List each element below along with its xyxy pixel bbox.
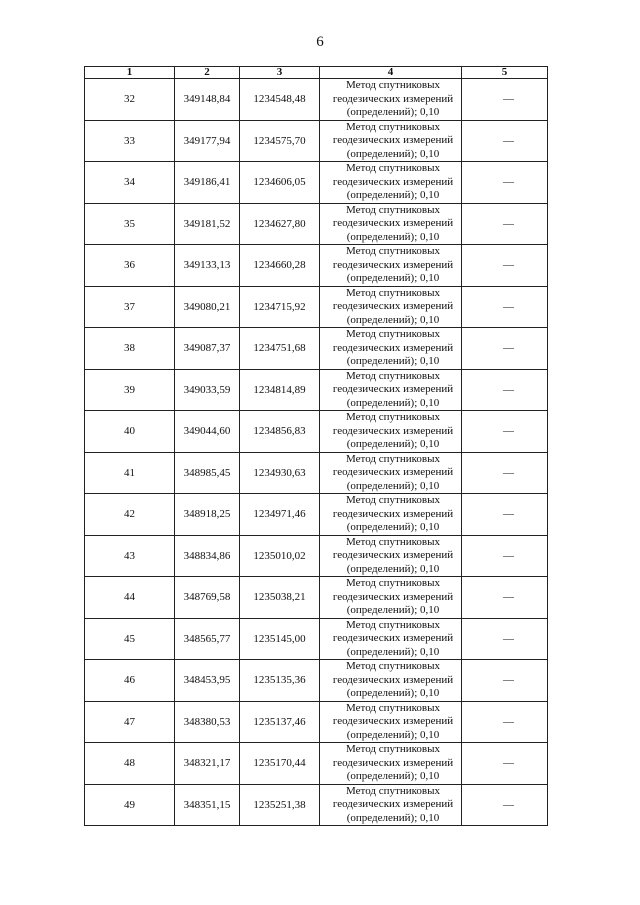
- column-5-cell: —: [462, 120, 548, 162]
- point-number-cell: 47: [85, 701, 175, 743]
- table-row: [85, 535, 548, 577]
- point-number-cell: 44: [85, 577, 175, 619]
- method-line-3: (определений); 0,10: [346, 604, 440, 616]
- table-row: [85, 411, 548, 453]
- table-row: [85, 452, 548, 494]
- column-5-cell: —: [462, 784, 548, 826]
- column-5-cell: —: [462, 701, 548, 743]
- method-line-2: геодезических измерений: [332, 134, 454, 146]
- method-line-1: Метод спутниковых: [346, 328, 440, 340]
- method-line-3: (определений); 0,10: [346, 770, 440, 782]
- header-col-2: 2: [175, 67, 240, 79]
- method-line-3: (определений); 0,10: [346, 687, 440, 699]
- point-number-cell: 41: [85, 452, 175, 494]
- method-line-1: Метод спутниковых: [346, 245, 440, 257]
- table-row: [85, 328, 548, 370]
- x-coordinate-cell: 348565,77: [175, 618, 240, 660]
- point-number-cell: 36: [85, 245, 175, 287]
- table-row: [85, 660, 548, 702]
- method-line-2: геодезических измерений: [332, 383, 454, 395]
- x-coordinate-cell: 349177,94: [175, 120, 240, 162]
- method-line-2: геодезических измерений: [332, 258, 454, 271]
- x-coordinate-cell: 348985,45: [175, 452, 240, 494]
- y-coordinate-cell: 1235137,46: [240, 701, 320, 743]
- table-row: [85, 701, 548, 743]
- method-cell: [320, 286, 462, 328]
- method-line-1: Метод спутниковых: [346, 411, 440, 423]
- x-coordinate-cell: 348918,25: [175, 494, 240, 536]
- method-line-3: (определений); 0,10: [346, 313, 440, 326]
- method-line-1: Метод спутниковых: [346, 286, 440, 299]
- method-line-3: (определений); 0,10: [346, 521, 440, 533]
- method-line-2: геодезических измерений: [332, 756, 454, 769]
- method-cell: [320, 245, 462, 287]
- table-row: [85, 203, 548, 245]
- y-coordinate-cell: 1235145,00: [240, 618, 320, 660]
- column-5-cell: —: [462, 328, 548, 370]
- column-5-cell: —: [462, 660, 548, 702]
- y-coordinate-cell: 1234751,68: [240, 328, 320, 370]
- method-line-2: геодезических измерений: [332, 341, 454, 354]
- method-cell: [320, 162, 462, 204]
- method-line-3: (определений); 0,10: [346, 438, 440, 450]
- method-line-2: геодезических измерений: [332, 507, 454, 520]
- method-line-2: геодезических измерений: [332, 673, 454, 686]
- table-row: [85, 120, 548, 162]
- method-line-3: (определений); 0,10: [346, 106, 440, 118]
- table-row: [85, 577, 548, 619]
- column-5-cell: —: [462, 203, 548, 245]
- x-coordinate-cell: 349148,84: [175, 79, 240, 121]
- method-line-2: геодезических измерений: [332, 217, 454, 229]
- point-number-cell: 32: [85, 79, 175, 121]
- method-line-3: (определений); 0,10: [346, 355, 440, 367]
- y-coordinate-cell: 1235010,02: [240, 535, 320, 577]
- method-cell: [320, 328, 462, 370]
- point-number-cell: 49: [85, 784, 175, 826]
- table-header-row: [85, 67, 548, 79]
- x-coordinate-cell: 348321,17: [175, 743, 240, 785]
- method-line-3: (определений); 0,10: [346, 396, 440, 409]
- method-line-2: геодезических измерений: [332, 549, 454, 561]
- y-coordinate-cell: 1234627,80: [240, 203, 320, 245]
- point-number-cell: 45: [85, 618, 175, 660]
- method-line-3: (определений); 0,10: [346, 189, 440, 201]
- x-coordinate-cell: 348769,58: [175, 577, 240, 619]
- x-coordinate-cell: 349033,59: [175, 369, 240, 411]
- method-cell: [320, 660, 462, 702]
- table-row: [85, 494, 548, 536]
- method-line-1: Метод спутниковых: [346, 577, 440, 589]
- method-line-3: (определений); 0,10: [346, 728, 440, 741]
- column-5-cell: —: [462, 452, 548, 494]
- method-line-1: Метод спутниковых: [346, 535, 440, 548]
- coordinates-table: [84, 66, 548, 826]
- table-row: [85, 286, 548, 328]
- y-coordinate-cell: 1235135,36: [240, 660, 320, 702]
- y-coordinate-cell: 1234548,48: [240, 79, 320, 121]
- method-line-1: Метод спутниковых: [346, 618, 440, 631]
- column-5-cell: —: [462, 494, 548, 536]
- method-cell: [320, 701, 462, 743]
- y-coordinate-cell: 1234856,83: [240, 411, 320, 453]
- method-line-1: Метод спутниковых: [346, 162, 440, 174]
- method-cell: [320, 618, 462, 660]
- x-coordinate-cell: 349181,52: [175, 203, 240, 245]
- point-number-cell: 42: [85, 494, 175, 536]
- y-coordinate-cell: 1234575,70: [240, 120, 320, 162]
- point-number-cell: 33: [85, 120, 175, 162]
- column-5-cell: —: [462, 618, 548, 660]
- method-line-1: Метод спутниковых: [346, 701, 440, 714]
- column-5-cell: —: [462, 577, 548, 619]
- method-cell: [320, 411, 462, 453]
- page-number: 6: [316, 34, 324, 50]
- column-5-cell: —: [462, 411, 548, 453]
- method-line-3: (определений); 0,10: [346, 147, 440, 160]
- x-coordinate-cell: 348453,95: [175, 660, 240, 702]
- table-row: [85, 369, 548, 411]
- table-row: [85, 79, 548, 121]
- column-5-cell: —: [462, 245, 548, 287]
- y-coordinate-cell: 1234715,92: [240, 286, 320, 328]
- header-col-1: 1: [85, 67, 175, 79]
- method-line-1: Метод спутниковых: [346, 120, 440, 133]
- y-coordinate-cell: 1235038,21: [240, 577, 320, 619]
- table-row: [85, 245, 548, 287]
- method-cell: [320, 535, 462, 577]
- header-col-4: 4: [320, 67, 462, 79]
- method-line-1: Метод спутниковых: [346, 660, 440, 672]
- y-coordinate-cell: 1234930,63: [240, 452, 320, 494]
- method-line-3: (определений); 0,10: [346, 645, 440, 658]
- y-coordinate-cell: 1234660,28: [240, 245, 320, 287]
- x-coordinate-cell: 348380,53: [175, 701, 240, 743]
- y-coordinate-cell: 1234814,89: [240, 369, 320, 411]
- method-line-2: геодезических измерений: [332, 300, 454, 312]
- method-cell: [320, 79, 462, 121]
- column-5-cell: —: [462, 286, 548, 328]
- table-row: [85, 784, 548, 826]
- method-cell: [320, 120, 462, 162]
- method-line-2: геодезических измерений: [332, 715, 454, 727]
- y-coordinate-cell: 1235251,38: [240, 784, 320, 826]
- method-line-2: геодезических измерений: [332, 175, 454, 188]
- x-coordinate-cell: 349080,21: [175, 286, 240, 328]
- method-line-1: Метод спутниковых: [346, 743, 440, 755]
- column-5-cell: —: [462, 79, 548, 121]
- point-number-cell: 43: [85, 535, 175, 577]
- column-5-cell: —: [462, 162, 548, 204]
- point-number-cell: 34: [85, 162, 175, 204]
- column-5-cell: —: [462, 369, 548, 411]
- method-line-3: (определений); 0,10: [346, 230, 440, 243]
- method-line-1: Метод спутниковых: [346, 79, 440, 91]
- x-coordinate-cell: 349087,37: [175, 328, 240, 370]
- point-number-cell: 38: [85, 328, 175, 370]
- method-line-3: (определений); 0,10: [346, 479, 440, 492]
- method-line-2: геодезических измерений: [332, 466, 454, 478]
- method-line-1: Метод спутниковых: [346, 452, 440, 465]
- method-line-2: геодезических измерений: [332, 798, 454, 810]
- method-line-2: геодезических измерений: [332, 590, 454, 603]
- x-coordinate-cell: 349133,13: [175, 245, 240, 287]
- method-cell: [320, 452, 462, 494]
- method-line-1: Метод спутниковых: [346, 369, 440, 382]
- method-cell: [320, 577, 462, 619]
- header-col-3: 3: [240, 67, 320, 79]
- method-cell: [320, 203, 462, 245]
- x-coordinate-cell: 348834,86: [175, 535, 240, 577]
- x-coordinate-cell: 348351,15: [175, 784, 240, 826]
- method-line-3: (определений); 0,10: [346, 272, 440, 284]
- method-cell: [320, 369, 462, 411]
- point-number-cell: 48: [85, 743, 175, 785]
- point-number-cell: 35: [85, 203, 175, 245]
- method-line-1: Метод спутниковых: [346, 784, 440, 797]
- header-col-5: 5: [462, 67, 548, 79]
- method-line-3: (определений); 0,10: [346, 811, 440, 824]
- method-line-2: геодезических измерений: [332, 92, 454, 105]
- point-number-cell: 39: [85, 369, 175, 411]
- method-line-3: (определений); 0,10: [346, 562, 440, 575]
- y-coordinate-cell: 1234606,05: [240, 162, 320, 204]
- method-cell: [320, 743, 462, 785]
- method-line-1: Метод спутниковых: [346, 494, 440, 506]
- point-number-cell: 46: [85, 660, 175, 702]
- method-line-2: геодезических измерений: [332, 424, 454, 437]
- table-row: [85, 743, 548, 785]
- table-row: [85, 162, 548, 204]
- y-coordinate-cell: 1234971,46: [240, 494, 320, 536]
- column-5-cell: —: [462, 535, 548, 577]
- method-cell: [320, 784, 462, 826]
- y-coordinate-cell: 1235170,44: [240, 743, 320, 785]
- point-number-cell: 40: [85, 411, 175, 453]
- table-row: [85, 618, 548, 660]
- method-cell: [320, 494, 462, 536]
- x-coordinate-cell: 349186,41: [175, 162, 240, 204]
- method-line-2: геодезических измерений: [332, 632, 454, 644]
- method-line-1: Метод спутниковых: [346, 203, 440, 216]
- point-number-cell: 37: [85, 286, 175, 328]
- x-coordinate-cell: 349044,60: [175, 411, 240, 453]
- column-5-cell: —: [462, 743, 548, 785]
